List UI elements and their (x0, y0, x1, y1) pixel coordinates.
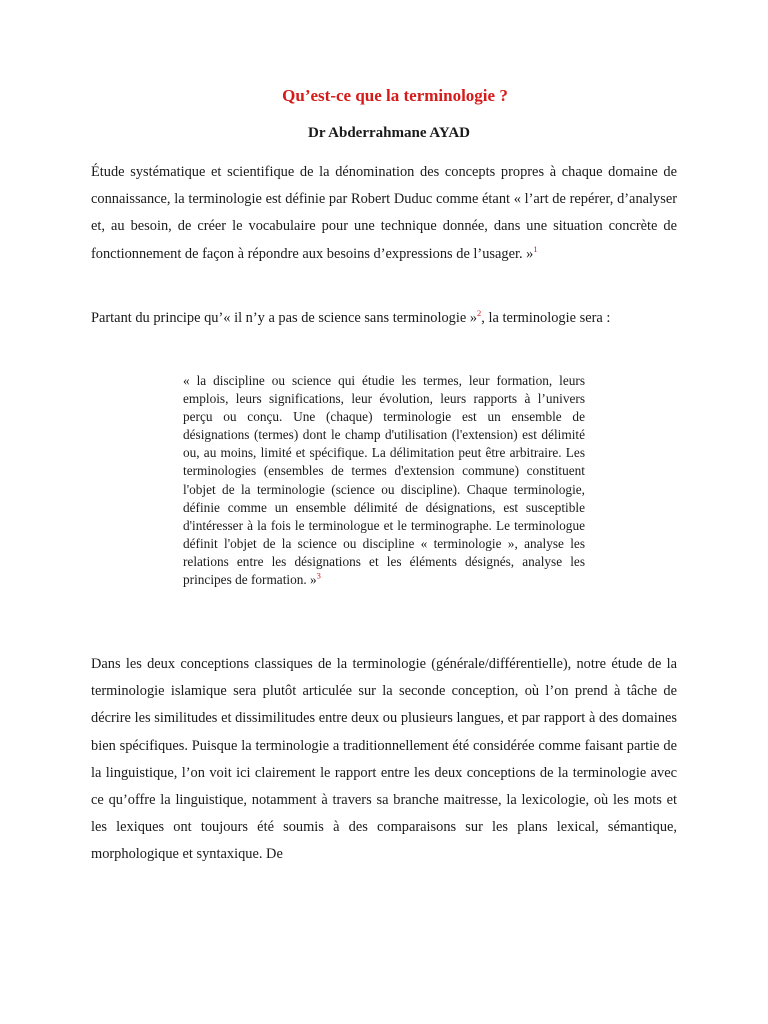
footnote-ref-3[interactable]: 3 (316, 570, 321, 581)
paragraph-1-text: Étude systématique et scientifique de la dénomination des concepts propres à chaque domaine de connaissance, la terminologie est définie par Robert Duduc comme étant « l’art de repérer, d’analyser et, au besoin, de créer le vocabulaire pour une technique donnée, dans une situation concrète de fonctionnement de façon à répondre aux besoins d’expressions de l’usager. » (91, 164, 677, 262)
document-title: Qu’est-ce que la terminologie ? (282, 86, 508, 105)
paragraph-2 (91, 305, 677, 332)
block-quote-text: « la discipline ou science qui étudie les termes, leur formation, leurs emplois, leurs significations, leur évolution, leurs rapports à l’univers perçu ou conçu. Une (chaque) terminologie est un ensemble de désignations (termes) dont le champ d'utilisation (l'extension) est délimité ou, au moins, limité et spécifique. La délimitation peut être arbitraire. Les terminologies (ensembles de termes d'extension commune) constituent l'objet de la terminologie (science ou discipline). Chaque terminologie, définie comme un ensemble délimité de désignations, est susceptible d'intéresser à la fois le terminologue et le terminographe. Le terminologue définit l'objet de la science ou discipline « terminologie », analyse les relations entre les désignations et les éléments désignés, analyse les principes de formation. » (183, 373, 585, 588)
paragraph-2-text-before: Partant du principe qu’« il n’y a pas de science sans terminologie » (91, 310, 478, 326)
footnote-ref-1[interactable]: 1 (533, 243, 538, 254)
footnote-ref-2[interactable]: 2 (477, 308, 482, 319)
paragraph-3 (91, 651, 677, 869)
document-author: Dr Abderrahmane AYAD (308, 125, 470, 141)
block-quote (183, 372, 585, 589)
paragraph-1 (91, 159, 677, 268)
paragraph-3-text: Dans les deux conceptions classiques de la terminologie (générale/différentielle), notre étude de la terminologie islamique sera plutôt articulée sur la seconde conception, où l’on prend à tâche de décrire les similitudes et dissimilitudes entre deux ou plusieurs langues, et par rapport à des domaines bien spécifiques. Puisque la terminologie a traditionnellement été considérée comme faisant partie de la linguistique, l’on voit ici clairement le rapport entre les deux conceptions de la terminologie avec ce qu’offre la linguistique, notamment à travers sa branche maitresse, la lexicologie, où les mots et les lexiques ont toujours été soumis à des comparaisons sur les plans lexical, sémantique, morphologique et syntaxique. De (91, 656, 677, 863)
paragraph-2-text-after: , la terminologie sera : (481, 310, 611, 326)
